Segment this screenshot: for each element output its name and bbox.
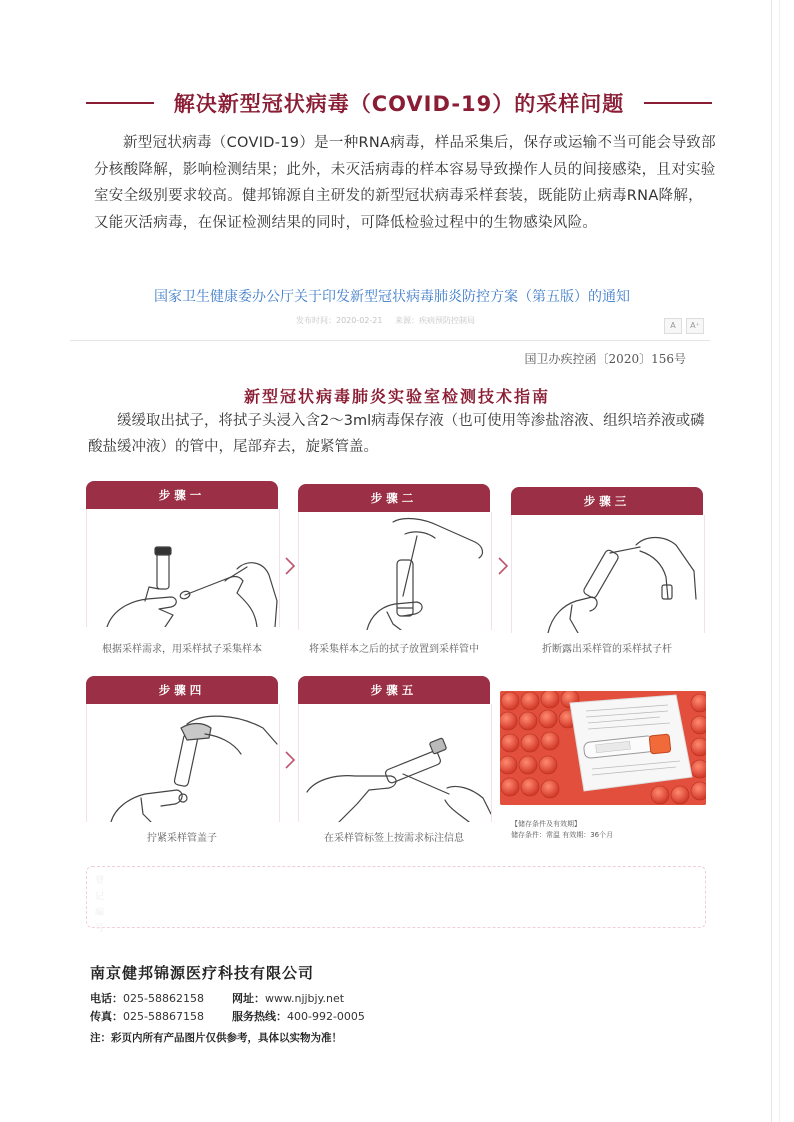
website-line <box>232 990 344 1006</box>
step-card-2 <box>298 484 490 630</box>
font-larger-button[interactable]: A⁺ <box>686 318 704 334</box>
step-caption: 拧紧采样管盖子 <box>147 833 217 844</box>
notice-title-link[interactable]: 国家卫生健康委办公厅关于印发新型冠状病毒肺炎防控方案（第五版）的通知 <box>154 289 630 305</box>
phone-label: 电话： <box>90 992 123 1005</box>
step-card-4 <box>86 676 278 822</box>
swab-into-tube-illustration <box>299 512 491 630</box>
label-tube-illustration <box>299 704 491 822</box>
notice-date: 发布时间：2020-02-21 <box>296 316 383 325</box>
hotline-line <box>232 1008 365 1024</box>
page-edge <box>771 0 772 1122</box>
step-card-3 <box>511 487 703 633</box>
step-caption: 将采集样本之后的拭子放置到采样管中 <box>309 644 479 655</box>
document-number: 国卫办疾控函〔2020〕156号 <box>524 352 686 366</box>
guide-paragraph: 缓缓取出拭子，将拭子头浸入含2～3ml病毒保存液（也可使用等渗盐溶液、组织培养液或磷酸盐缓冲液）的管中，尾部弃去，旋紧管盖。 <box>88 413 705 455</box>
fax-label: 传真： <box>90 1010 123 1023</box>
title-rule-left <box>86 102 154 104</box>
step-header: 步骤一 <box>86 481 278 509</box>
storage-heading: 【储存条件及有效期】 <box>511 820 581 828</box>
website-label: 网址： <box>232 992 265 1005</box>
phone-line <box>90 990 204 1006</box>
page-edge <box>779 0 780 1122</box>
step-header: 步骤二 <box>298 484 490 512</box>
step-illustration <box>298 704 492 822</box>
section-title <box>86 86 712 120</box>
step-header: 步骤三 <box>511 487 703 515</box>
website-link[interactable]: www.njjbjy.net <box>265 992 345 1005</box>
step-illustration <box>298 512 492 630</box>
product-photo <box>500 691 706 805</box>
font-smaller-button[interactable]: A <box>664 318 682 334</box>
close-cap-illustration <box>87 704 279 822</box>
chevron-right-icon <box>283 556 297 576</box>
step-header: 步骤五 <box>298 676 490 704</box>
storage-note <box>511 819 613 841</box>
notice-excerpt <box>70 280 710 376</box>
page-title: 解决新型冠状病毒（COVID-19）的采样问题 <box>173 92 625 116</box>
step-card-5 <box>298 676 490 822</box>
chevron-right-icon <box>283 750 297 770</box>
notice-source: 来源：疾病预防控制局 <box>395 316 476 325</box>
disclaimer: 注：彩页内所有产品图片仅供参考，具体以实物为准！ <box>90 1032 342 1044</box>
step-header: 步骤四 <box>86 676 278 704</box>
break-swab-illustration <box>512 515 704 633</box>
company-name: 南京健邦锦源医疗科技有限公司 <box>90 964 315 982</box>
divider <box>70 340 710 341</box>
swab-collect-illustration <box>87 509 279 627</box>
phone-value: 025-58862158 <box>123 992 204 1005</box>
guide-title: 新型冠状病毒肺炎实验室检测技术指南 <box>243 387 550 406</box>
chevron-right-icon <box>496 556 510 576</box>
intro-paragraph: 新型冠状病毒（COVID-19）是一种RNA病毒，样品采集后，保存或运输不当可能会导致部分核酸降解，影响检测结果；此外，未灭活病毒的样本容易导致操作人员的间接感染，且对实验室安全级别要求较高。健邦锦源自主研发的新型冠状病毒采样套装，既能防止病毒RNA降解，又能灭活病毒，在保证检测结果的同时，可降低检验过程中的生物感染风险。 <box>94 135 716 231</box>
storage-line: 储存条件：常温 有效期：36个月 <box>511 831 614 839</box>
notice-meta <box>296 315 485 326</box>
fax-value: 025-58867158 <box>123 1010 204 1023</box>
sampling-kit-image <box>500 691 706 805</box>
title-rule-right <box>644 102 712 104</box>
step-card-1 <box>86 481 278 627</box>
font-size-controls <box>664 318 704 334</box>
fax-line <box>90 1008 204 1024</box>
step-illustration <box>86 509 280 627</box>
step-caption: 根据采样需求，用采样拭子采集样本 <box>102 644 262 655</box>
step-caption: 折断露出采样管的采样拭子杆 <box>542 644 672 655</box>
hotline-value: 400-992-0005 <box>287 1010 365 1023</box>
step-illustration <box>86 704 280 822</box>
stamp-area <box>86 866 706 934</box>
step-caption: 在采样管标签上按需求标注信息 <box>324 833 464 844</box>
watermark-text: 登记编号 <box>95 876 105 934</box>
hotline-label: 服务热线： <box>232 1010 287 1023</box>
step-illustration <box>511 515 705 633</box>
